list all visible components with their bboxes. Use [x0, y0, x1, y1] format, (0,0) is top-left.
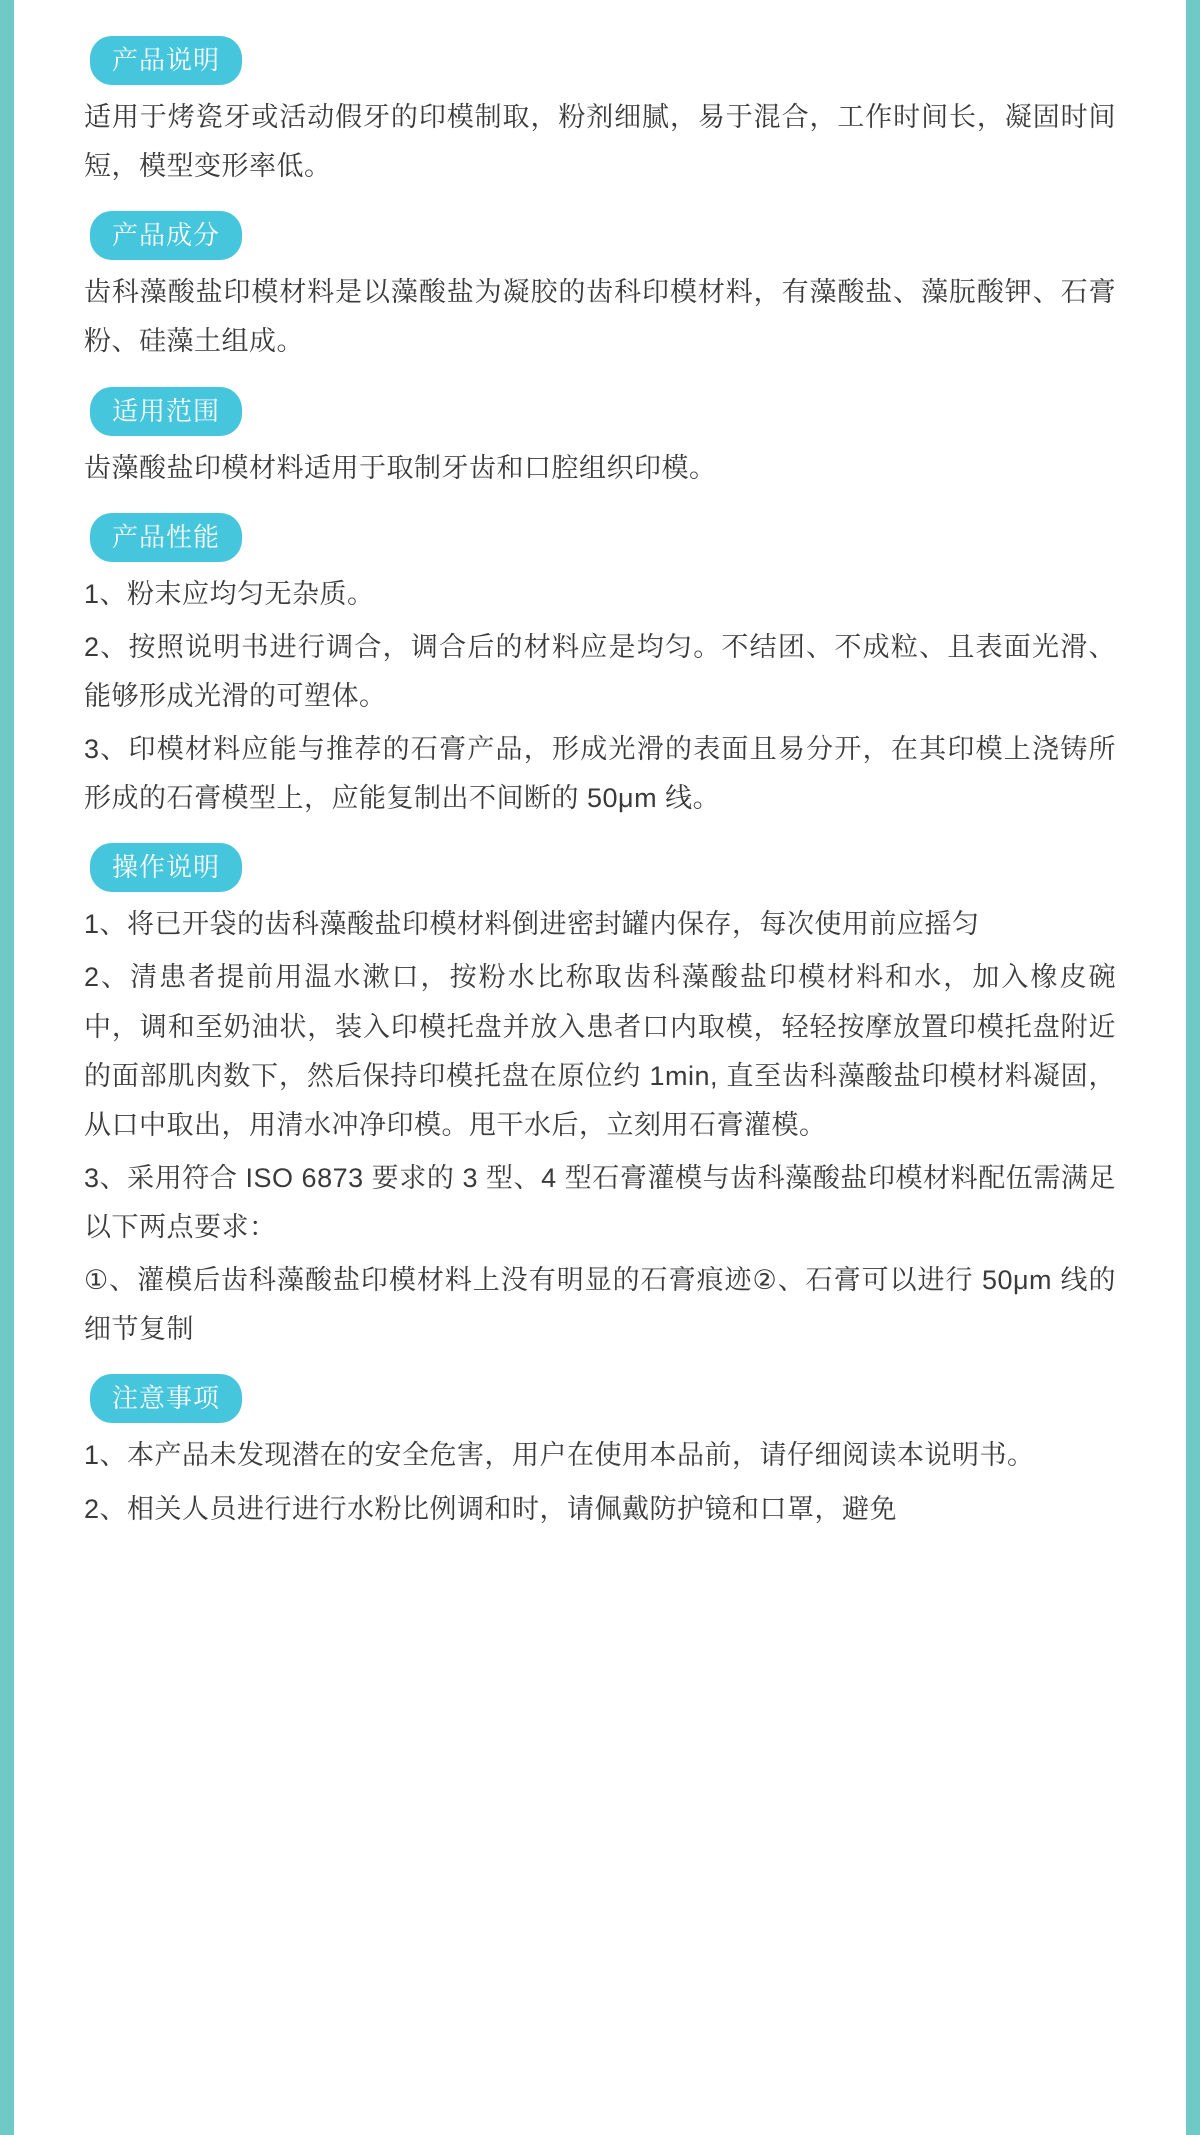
section-title: 注意事项	[90, 1374, 242, 1423]
section-paragraph: 2、相关人员进行进行水粉比例调和时，请佩戴防护镜和口罩，避免	[84, 1493, 898, 1524]
section-paragraph: 3、采用符合 ISO 6873 要求的 3 型、4 型石膏灌模与齿科藻酸盐印模材料配伍需满足以下两点要求：	[84, 1162, 1116, 1242]
section-product-description	[70, 22, 1130, 191]
section-title: 操作说明	[90, 843, 242, 892]
section-paragraph: 1、将已开袋的齿科藻酸盐印模材料倒进密封罐内保存，每次使用前应摇匀	[84, 909, 980, 940]
section-paragraph: 齿科藻酸盐印模材料是以藻酸盐为凝胶的齿科印模材料，有藻酸盐、藻朊酸钾、石膏粉、硅藻土组成。	[84, 277, 1116, 357]
section-paragraph: 2、按照说明书进行调合，调合后的材料应是均匀。不结团、不成粒、且表面光滑、能够形成光滑的可塑体。	[84, 631, 1116, 711]
section-product-performance	[70, 499, 1130, 824]
section-paragraph: 1、本产品未发现潜在的安全危害，用户在使用本品前，请仔细阅读本说明书。	[84, 1440, 1035, 1471]
section-paragraph: 1、粉末应均匀无杂质。	[84, 578, 375, 609]
section-operating-instructions	[70, 829, 1130, 1354]
section-title: 产品说明	[90, 36, 242, 85]
section-paragraph: 适用于烤瓷牙或活动假牙的印模制取，粉剂细腻，易于混合，工作时间长，凝固时间短，模型变形率低。	[84, 102, 1116, 182]
section-precautions	[70, 1360, 1130, 1533]
section-title: 产品成分	[90, 211, 242, 260]
left-edge-bar	[0, 0, 14, 2135]
section-scope-of-application	[70, 373, 1130, 493]
section-product-composition	[70, 197, 1130, 366]
section-paragraph: 2、清患者提前用温水漱口，按粉水比称取齿科藻酸盐印模材料和水，加入橡皮碗中，调和至奶油状，装入印模托盘并放入患者口内取模，轻轻按摩放置印模托盘附近的面部肌肉数下，然后保持印模托盘在原位约 1min, 直至齿科藻酸盐印模材料凝固，从口中取出，用清水冲净印模。甩干水后，立刻用石膏灌模。	[84, 962, 1116, 1140]
section-paragraph: 3、印模材料应能与推荐的石膏产品，形成光滑的表面且易分开，在其印模上浇铸所形成的石膏模型上，应能复制出不间断的 50μm 线。	[84, 734, 1116, 814]
content-column	[70, 0, 1130, 1570]
section-title: 适用范围	[90, 387, 242, 436]
section-paragraph: ①、灌模后齿科藻酸盐印模材料上没有明显的石膏痕迹②、石膏可以进行 50μm 线的细节复制	[84, 1265, 1116, 1345]
section-paragraph: 齿藻酸盐印模材料适用于取制牙齿和口腔组织印模。	[84, 452, 717, 483]
section-title: 产品性能	[90, 513, 242, 562]
right-edge-bar	[1186, 0, 1200, 2135]
